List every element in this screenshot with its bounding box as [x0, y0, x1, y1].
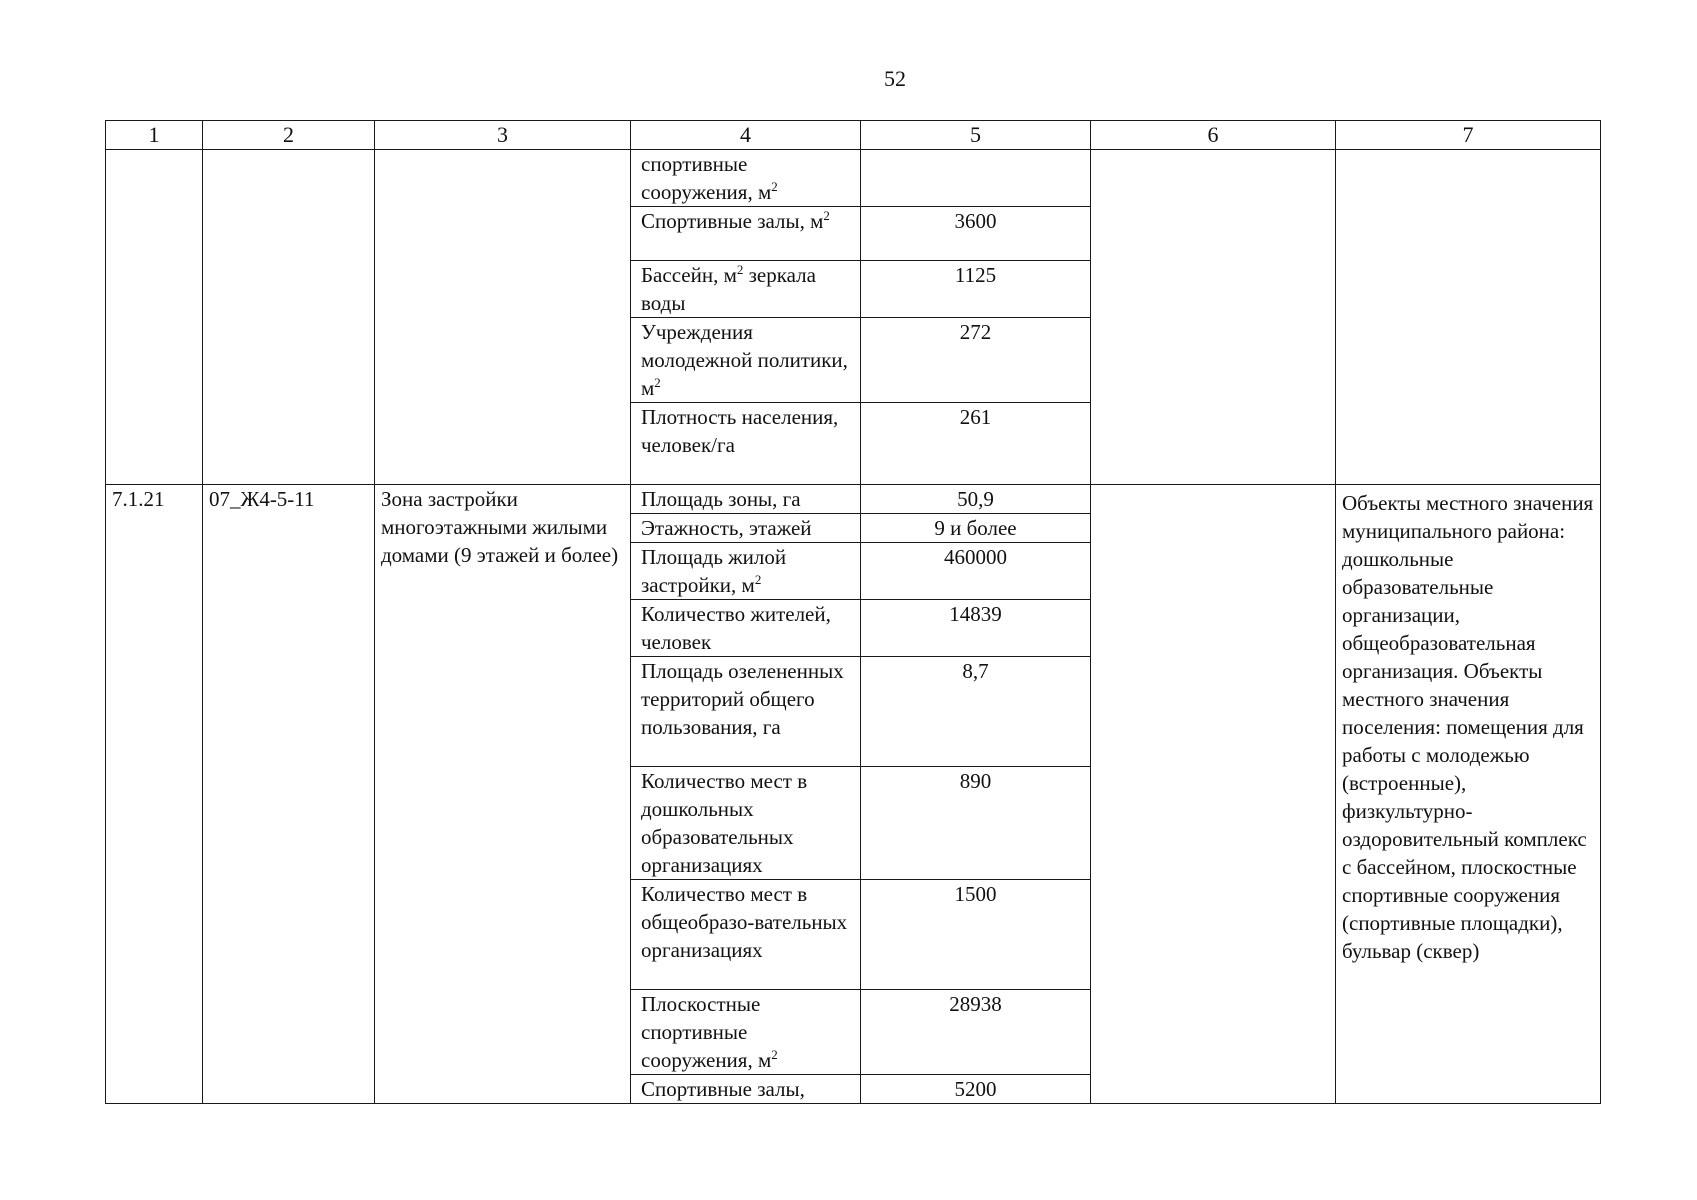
column-6-cell — [1091, 150, 1336, 485]
column-number: 5 — [861, 121, 1091, 150]
column-number: 1 — [106, 121, 203, 150]
parameter-cell: Площадь озелененных территорий общего пользования, га — [631, 657, 861, 767]
table-row — [106, 485, 1601, 514]
zone-code-cell — [203, 150, 375, 485]
parameter-cell: Этажность, этажей — [631, 514, 861, 543]
parameter-cell: Плоскостные спортивные сооружения, $м^2$ — [631, 990, 861, 1075]
zone-parameters-table — [105, 120, 1601, 1104]
objects-cell — [1336, 150, 1601, 485]
value-cell: 890 — [861, 767, 1091, 880]
column-number: 2 — [203, 121, 375, 150]
value-cell: 261 — [861, 403, 1091, 485]
value-cell: 8,7 — [861, 657, 1091, 767]
parameter-cell: Плотность населения, человек/га — [631, 403, 861, 485]
parameter-cell: Спортивные залы, $м^2$ — [631, 207, 861, 261]
value-cell: 9 и более — [861, 514, 1091, 543]
value-cell: 1500 — [861, 880, 1091, 990]
parameter-cell: Количество жителей, человек — [631, 600, 861, 657]
value-cell: 14839 — [861, 600, 1091, 657]
column-number-row — [106, 121, 1601, 150]
value-cell — [861, 150, 1091, 207]
zone-name-cell — [375, 150, 631, 485]
value-cell: 460000 — [861, 543, 1091, 600]
parameter-cell: Площадь зоны, га — [631, 485, 861, 514]
zone-number-cell — [106, 150, 203, 485]
value-cell: 50,9 — [861, 485, 1091, 514]
table-row — [106, 150, 1601, 207]
column-number: 4 — [631, 121, 861, 150]
parameter-cell: Спортивные залы, — [631, 1075, 861, 1104]
value-cell: 3600 — [861, 207, 1091, 261]
value-cell: 28938 — [861, 990, 1091, 1075]
zone-code-cell: 07_Ж4-5-11 — [203, 485, 375, 1104]
parameter-cell: Количество мест в дошкольных образовательных организациях — [631, 767, 861, 880]
parameter-cell: Площадь жилой застройки, $м^2$ — [631, 543, 861, 600]
zone-name-cell: Зона застройки многоэтажными жилыми домами (9 этажей и более) — [375, 485, 631, 1104]
parameter-cell: Количество мест в общеобразо-вательных организациях — [631, 880, 861, 990]
parameter-cell: Бассейн, $м^2$ зеркала воды — [631, 261, 861, 318]
objects-cell: Объекты местного значения муниципального района: дошкольные образовательные организации, общеобразовательная организация. Объекты местного значения поселения: помещения для работы с молодежью (встроенные), физкультурно-оздоровительный комплекс с бассейном, плоскостные спортивные сооружения (спортивные площадки), бульвар (сквер) — [1336, 485, 1601, 1104]
column-number: 3 — [375, 121, 631, 150]
parameter-cell: спортивные сооружения, $м^2$ — [631, 150, 861, 207]
page-number: 52 — [884, 66, 906, 91]
value-cell: 1125 — [861, 261, 1091, 318]
value-cell: 272 — [861, 318, 1091, 403]
column-6-cell — [1091, 485, 1336, 1104]
column-number: 7 — [1336, 121, 1601, 150]
value-cell: 5200 — [861, 1075, 1091, 1104]
parameter-cell: Учреждения молодежной политики, $м^2$ — [631, 318, 861, 403]
column-number: 6 — [1091, 121, 1336, 150]
zone-number-cell: 7.1.21 — [106, 485, 203, 1104]
